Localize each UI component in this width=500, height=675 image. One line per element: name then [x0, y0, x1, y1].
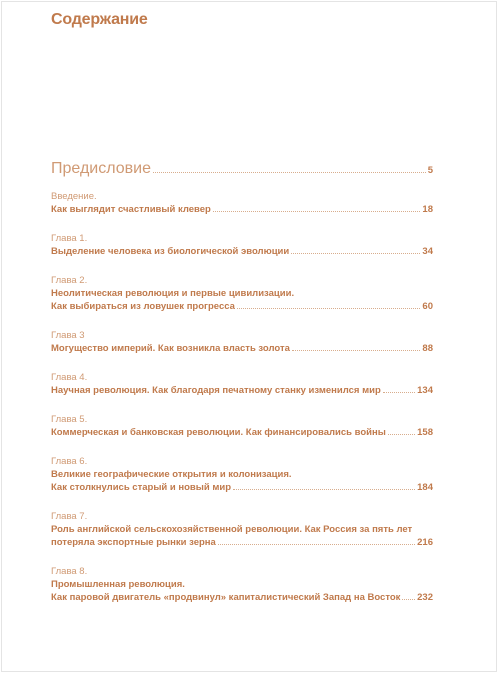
- toc-entry-title: Могущество империй. Как возникла власть золота: [51, 343, 290, 354]
- toc-chapter-label: Глава 4.: [51, 372, 88, 383]
- toc-row: [51, 245, 433, 258]
- toc-entry-chapter-6[interactable]: [51, 455, 433, 494]
- toc-entry-title: Выделение человека из биологической эволюции: [51, 246, 290, 257]
- dot-leader: [233, 489, 415, 490]
- toc-entry-title: Научная революция. Как благодаря печатному станку изменился мир: [51, 385, 381, 396]
- toc-chapter-label: Глава 3: [51, 330, 85, 341]
- dot-leader: [237, 308, 420, 309]
- toc-chapter-label: Глава 7.: [51, 511, 88, 522]
- toc-chapter-label: Глава 8.: [51, 566, 88, 577]
- dot-leader: [383, 392, 415, 393]
- toc-page-number: 216: [417, 537, 433, 548]
- dot-leader: [218, 544, 415, 545]
- toc-chapter-label: Глава 6.: [51, 456, 88, 467]
- toc-entry-chapter-3[interactable]: [51, 329, 433, 355]
- toc-row: [51, 481, 433, 494]
- toc-chapter-label: Введение.: [51, 191, 97, 202]
- toc-entry-title: Как выглядит счастливый клевер: [51, 204, 211, 215]
- toc-entry-title-line: Роль английской сельскохозяйственной революции. Как Россия за пять лет: [51, 524, 413, 535]
- toc-entry-title-line: Неолитическая революция и первые цивилизации.: [51, 288, 295, 299]
- toc-chapter-label: Глава 5.: [51, 414, 88, 425]
- page-title: Содержание: [51, 11, 148, 28]
- toc-row: [51, 426, 433, 439]
- toc-page-number: 60: [422, 301, 433, 312]
- toc-entry-chapter-2[interactable]: [51, 274, 433, 313]
- toc-entry-chapter-4[interactable]: [51, 371, 433, 397]
- dot-leader: [213, 211, 421, 212]
- toc-entry-chapter-8[interactable]: [51, 565, 433, 604]
- dot-leader: [291, 253, 420, 254]
- toc-row: [51, 300, 433, 313]
- table-of-contents: [51, 160, 433, 620]
- toc-entry-chapter-7[interactable]: [51, 510, 433, 549]
- toc-entry-title-line: Великие географические открытия и колонизация.: [51, 469, 292, 480]
- toc-entry-title-line: Промышленная революция.: [51, 579, 185, 590]
- toc-entry-introduction[interactable]: [51, 190, 433, 216]
- toc-page-number: 34: [422, 246, 433, 257]
- toc-page-number: 18: [422, 204, 433, 215]
- toc-page-number: 134: [417, 385, 433, 396]
- dot-leader: [402, 599, 415, 600]
- dot-leader: [388, 434, 415, 435]
- dot-leader: [292, 350, 421, 351]
- toc-entry-title: Как паровой двигатель «продвинул» капиталистический Запад на Восток: [51, 592, 401, 603]
- toc-row: [51, 384, 433, 397]
- toc-chapter-label: Глава 1.: [51, 233, 88, 244]
- toc-entry-title: Предисловие: [51, 160, 151, 177]
- toc-entry-chapter-5[interactable]: [51, 413, 433, 439]
- toc-page-number: 5: [427, 165, 433, 176]
- toc-page-number: 232: [417, 592, 433, 603]
- toc-row: [51, 203, 433, 216]
- toc-row: [51, 342, 433, 355]
- toc-entry-title: потеряла экспортные рынки зерна: [51, 537, 216, 548]
- toc-entry-title: Как выбираться из ловушек прогресса: [51, 301, 235, 312]
- toc-chapter-label: Глава 2.: [51, 275, 88, 286]
- toc-page-number: 184: [417, 482, 433, 493]
- toc-page-number: 158: [417, 427, 433, 438]
- toc-entry-chapter-1[interactable]: [51, 232, 433, 258]
- toc-entry-title: Как столкнулись старый и новый мир: [51, 482, 232, 493]
- toc-entry-title: Коммерческая и банковская революции. Как финансировались войны: [51, 427, 386, 438]
- toc-row: [51, 160, 433, 178]
- toc-page-number: 88: [422, 343, 433, 354]
- toc-entry-preface[interactable]: [51, 160, 433, 178]
- dot-leader: [153, 172, 426, 173]
- toc-row: [51, 591, 433, 604]
- toc-row: [51, 536, 433, 549]
